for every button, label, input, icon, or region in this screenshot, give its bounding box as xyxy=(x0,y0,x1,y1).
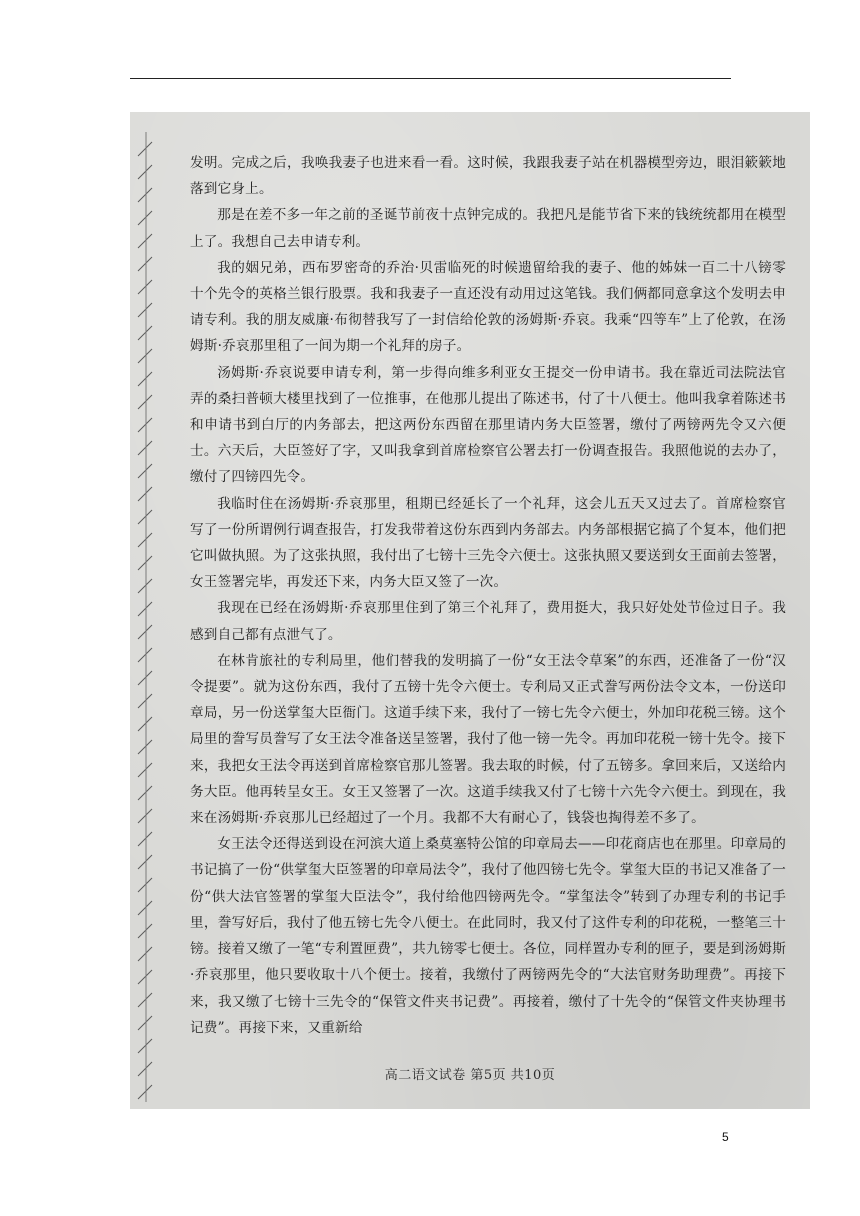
paragraph-1: 发明。完成之后，我唤我妻子也进来看一看。这时候，我跟我妻子站在机器模型旁边，眼泪簌簌地落到它身上。 xyxy=(190,155,786,198)
paragraph-6: 我现在已经在汤姆斯·乔哀那里住到了第三个礼拜了，费用挺大，我只好处处节俭过日子。我感到自己都有点泄气了。 xyxy=(190,600,786,643)
scanned-page xyxy=(130,112,810,1109)
binding-edge-marks xyxy=(130,112,188,1109)
paragraph-7: 在林肯旅社的专利局里，他们替我的发明搞了一份“女王法令草案”的东西，还准备了一份“汉令提要”。就为这份东西，我付了五镑十先令六便士。专利局又正式誊写两份法令文本，一份送印章局，另一份送掌玺大臣衙门。这道手续下来，我付了一镑七先令六便士，外加印花税三镑。这个局里的誊写员誊写了女王法令准备送呈签署，我付了他一镑一先令。再加印花税一镑十先令。接下来，我把女王法令再送到首席检察官那儿签署。我去取的时候，付了五镑多。拿回来后，又送给内务大臣。他再转呈女王。女王又签署了一次。这道手续我又付了七镑十六先令六便士。到现在，我来在汤姆斯·乔哀那儿已经超过了一个月。我都不大有耐心了，钱袋也掏得差不多了。 xyxy=(190,652,786,827)
top-rule xyxy=(130,78,731,79)
paragraph-4: 汤姆斯·乔哀说要申请专利，第一步得向维多利亚女王提交一份申请书。我在靠近司法院法官弄的桑扫普顿大楼里找到了一位推事，在他那儿提出了陈述书，付了十八便士。他叫我拿着陈述书和申请书到白厅的内务部去，把这两份东西留在那里请内务大臣签署，缴付了两镑两先令又六便士。六天后，大臣签好了字，又叫我拿到首席检察官公署去打一份调查报告。我照他说的去办了，缴付了四镑四先令。 xyxy=(190,364,786,486)
page-number: 5 xyxy=(722,1130,729,1144)
paragraph-2: 那是在差不多一年之前的圣诞节前夜十点钟完成的。我把凡是能节省下来的钱统统都用在模型上了。我想自己去申请专利。 xyxy=(190,207,786,250)
paragraph-8: 女王法令还得送到设在河滨大道上桑莫塞特公馆的印章局去——印花商店也在那里。印章局的书记搞了一份“供掌玺大臣签署的印章局法令”，我付了他四镑七先令。掌玺大臣的书记又准备了一份“供大法官签署的掌玺大臣法令”，我付给他四镑两先令。“掌玺法令”转到了办理专利的书记手里，誊写好后，我付了他五镑七先令八便士。在此同时，我又付了这件专利的印花税，一整笔三十镑。接着又缴了一笔“专利置匣费”，共九镑零七便士。各位，同样置办专利的匣子，要是到汤姆斯·乔哀那里，他只要收取十八个便士。接着，我缴付了两镑两先令的“大法官财务助理费”。再接下来，我又缴了七镑十三先令的“保管文件夹书记费”。再接着，缴付了十先令的“保管文件夹协理书记费”。再接下来，又重新给 xyxy=(190,836,786,1036)
body-text xyxy=(190,150,786,1041)
paragraph-5: 我临时住在汤姆斯·乔哀那里，租期已经延长了一个礼拜，这会儿五天又过去了。首席检察官写了一份所谓例行调查报告，打发我带着这份东西到内务部去。内务部根据它搞了个复本，他们把它叫做执照。为了这张执照，我付出了七镑十三先令六便士。这张执照又要送到女王面前去签署，女王签署完毕，再发还下来，内务大臣又签了一次。 xyxy=(190,495,786,591)
paragraph-3: 我的姻兄弟，西布罗密奇的乔治·贝雷临死的时候遗留给我的妻子、他的姊妹一百二十八镑零十个先令的英格兰银行股票。我和我妻子一直还没有动用过这笔钱。我们俩都同意拿这个发明去申请专利。我的朋友威廉·布彻替我写了一封信给伦敦的汤姆斯·乔哀。我乘“四等车”上了伦敦，在汤姆斯·乔哀那里租了一间为期一个礼拜的房子。 xyxy=(190,259,786,355)
page-footer: 高二语文试卷 第5页 共10页 xyxy=(384,1068,556,1083)
